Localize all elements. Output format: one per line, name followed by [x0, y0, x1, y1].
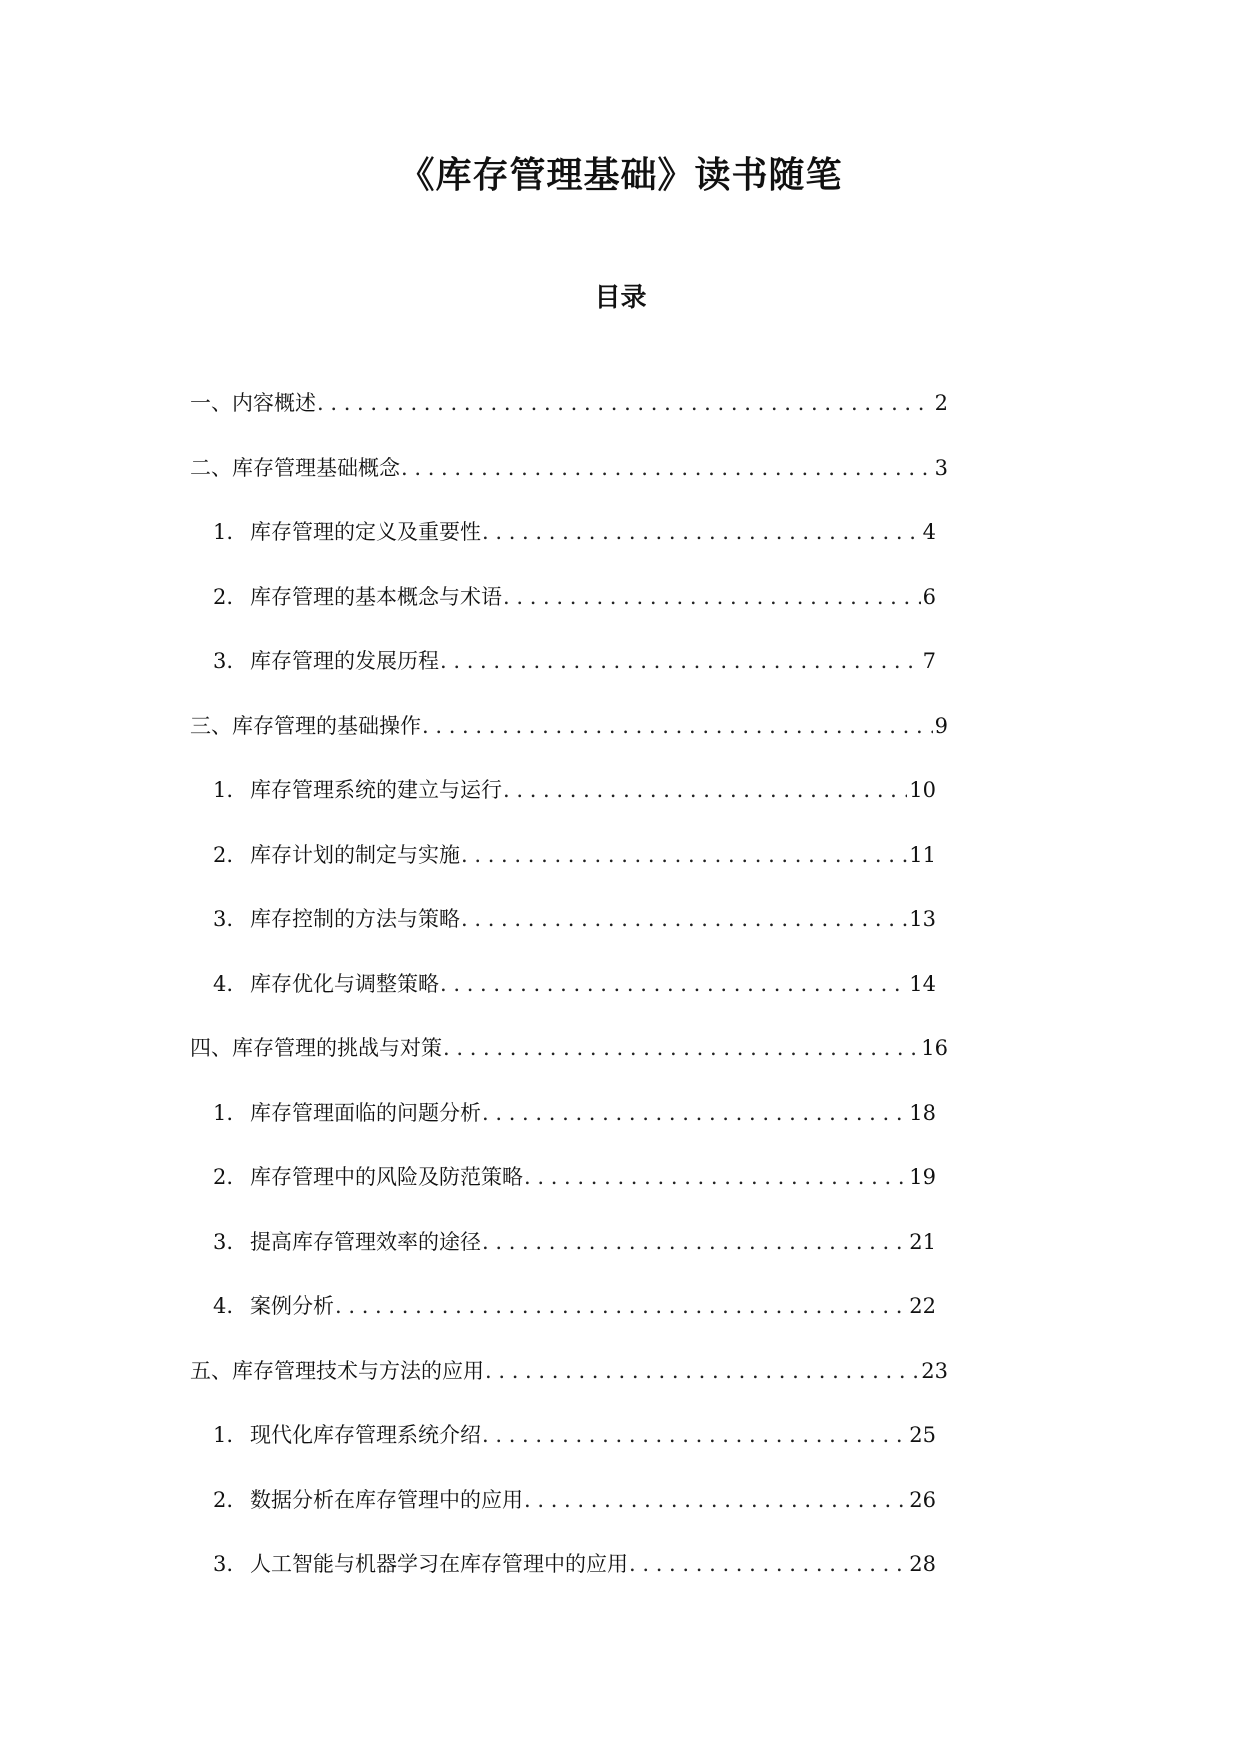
toc-page-number: 7: [922, 649, 936, 673]
toc-entry-number: 3.: [213, 907, 234, 931]
toc-section-entry[interactable]: [213, 579, 936, 615]
toc-dot-leader: [440, 966, 907, 1002]
toc-section-entry[interactable]: [213, 1482, 936, 1518]
toc-dot-leader: [485, 1353, 919, 1389]
toc-dot-leader: [461, 837, 907, 873]
toc-page-number: 13: [909, 907, 936, 931]
toc-page-number: 21: [909, 1229, 936, 1254]
toc-chapter-entry[interactable]: [190, 450, 948, 486]
toc-entry-label: 现代化库存管理系统介绍: [250, 1423, 481, 1447]
toc-entry-label: 四、库存管理的挑战与对策: [190, 1036, 442, 1060]
toc-section-entry[interactable]: [213, 1095, 936, 1131]
toc-page-number: 3: [934, 455, 948, 480]
toc-entry-label: 一、内容概述: [190, 391, 316, 415]
toc-entry-label: 库存管理的基本概念与术语: [250, 584, 502, 609]
toc-dot-leader: [503, 579, 921, 615]
toc-dot-leader: [317, 385, 933, 421]
toc-dot-leader: [401, 450, 933, 486]
toc-entry-number: 2.: [213, 1487, 234, 1512]
toc-page-number: 19: [909, 1165, 936, 1189]
toc-entry-number: 3.: [213, 1229, 234, 1254]
toc-chapter-entry[interactable]: [190, 1353, 948, 1389]
toc-entry-number: 3.: [213, 1552, 234, 1576]
toc-entry-label: 库存管理中的风险及防范策略: [250, 1165, 523, 1189]
toc-section-entry[interactable]: [213, 1417, 936, 1453]
toc-page-number: 22: [909, 1294, 936, 1318]
toc-page-number: 26: [909, 1487, 936, 1512]
toc-section-entry[interactable]: [213, 1224, 936, 1260]
toc-dot-leader: [503, 772, 907, 808]
toc-entry-number: 2.: [213, 1165, 234, 1189]
toc-chapter-entry[interactable]: [190, 385, 948, 421]
toc-dot-leader: [422, 708, 933, 744]
toc-entry-label: 人工智能与机器学习在库存管理中的应用: [250, 1552, 628, 1576]
toc-entry-label: 二、库存管理基础概念: [190, 455, 400, 480]
toc-dot-leader: [482, 1224, 907, 1260]
toc-page-number: 25: [909, 1423, 936, 1447]
toc-entry-label: 库存管理的发展历程: [250, 649, 439, 673]
toc-page-number: 28: [909, 1552, 936, 1576]
toc-entry-number: 1.: [213, 1423, 234, 1447]
toc-entry-label: 库存优化与调整策略: [250, 971, 439, 996]
toc-entry-label: 库存管理系统的建立与运行: [250, 778, 502, 802]
toc-section-entry[interactable]: [213, 966, 936, 1002]
toc-entry-number: 4.: [213, 971, 234, 996]
toc-dot-leader: [461, 901, 907, 937]
toc-heading: 目录: [594, 283, 647, 313]
toc-entry-number: 4.: [213, 1294, 234, 1318]
toc-dot-leader: [440, 643, 921, 679]
toc-dot-leader: [482, 1417, 907, 1453]
toc-section-entry[interactable]: [213, 1546, 936, 1582]
toc-section-entry[interactable]: [213, 901, 936, 937]
toc-entry-label: 五、库存管理技术与方法的应用: [190, 1358, 484, 1383]
toc-page-number: 4: [922, 520, 936, 544]
toc-entry-number: 1.: [213, 1100, 234, 1125]
toc-entry-label: 库存计划的制定与实施: [250, 842, 460, 867]
toc-page-number: 16: [921, 1036, 948, 1060]
toc-page-number: 2: [934, 391, 948, 415]
toc-dot-leader: [335, 1288, 907, 1324]
toc-page-number: 9: [934, 713, 948, 738]
toc-entry-number: 1.: [213, 778, 234, 802]
toc-entry-label: 数据分析在库存管理中的应用: [250, 1487, 523, 1512]
toc-entry-label: 库存控制的方法与策略: [250, 907, 460, 931]
toc-section-entry[interactable]: [213, 1288, 936, 1324]
toc-entry-number: 2.: [213, 842, 234, 867]
toc-section-entry[interactable]: [213, 837, 936, 873]
toc-section-entry[interactable]: [213, 643, 936, 679]
toc-section-entry[interactable]: [213, 772, 936, 808]
toc-dot-leader: [482, 1095, 907, 1131]
toc-page-number: 18: [909, 1100, 936, 1125]
toc-page-number: 11: [909, 842, 936, 867]
toc-entry-number: 2.: [213, 584, 234, 609]
toc-dot-leader: [524, 1159, 907, 1195]
toc-entry-label: 库存管理面临的问题分析: [250, 1100, 481, 1125]
toc-entry-label: 三、库存管理的基础操作: [190, 713, 421, 738]
toc-section-entry[interactable]: [213, 1159, 936, 1195]
toc-dot-leader: [443, 1030, 919, 1066]
toc-chapter-entry[interactable]: [190, 708, 948, 744]
toc-entry-label: 库存管理的定义及重要性: [250, 520, 481, 544]
toc-page-number: 14: [909, 971, 936, 996]
document-title: 《库存管理基础》读书随笔: [398, 154, 843, 196]
toc-section-entry[interactable]: [213, 514, 936, 550]
toc-page-number: 10: [909, 778, 936, 802]
toc-entry-label: 提高库存管理效率的途径: [250, 1229, 481, 1254]
toc-entry-label: 案例分析: [250, 1294, 334, 1318]
toc-dot-leader: [629, 1546, 907, 1582]
toc-dot-leader: [524, 1482, 907, 1518]
toc-entry-number: 1.: [213, 520, 234, 544]
toc-page-number: 6: [922, 584, 936, 609]
toc-chapter-entry[interactable]: [190, 1030, 948, 1066]
toc-dot-leader: [482, 514, 921, 550]
toc-page-number: 23: [921, 1358, 948, 1383]
toc-entry-number: 3.: [213, 649, 234, 673]
